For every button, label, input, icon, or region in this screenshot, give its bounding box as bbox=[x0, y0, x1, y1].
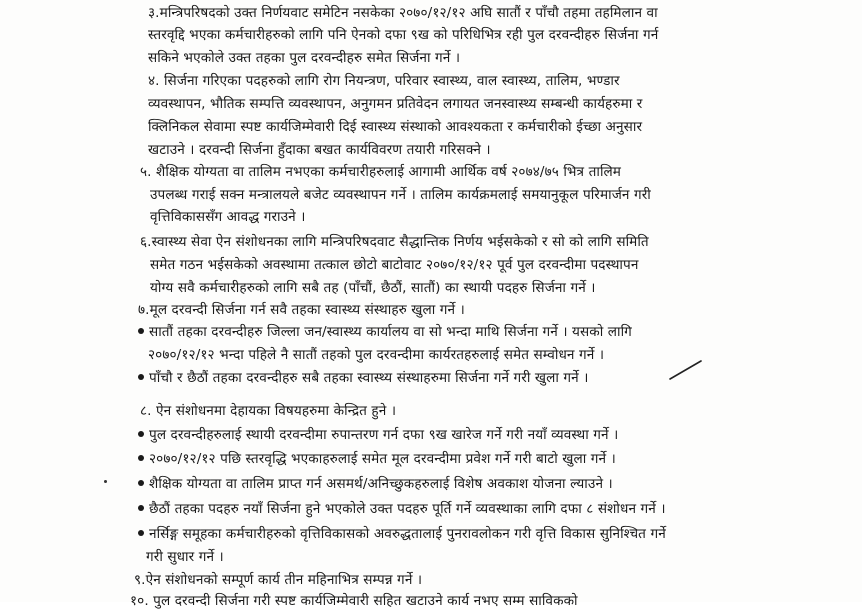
text-line: स्तरवृद्दि भएका कर्मचारीहरुको लागि पनि ऐनको दफा ९ख को परिधिभित्र रही पुल दरवन्दीहरु सिर्जना गर्न bbox=[148, 27, 659, 43]
text-line: ८. ऐन संशोधनमा देहायका विषयहरुमा केन्द्रित हुने । bbox=[140, 403, 397, 419]
bullet-icon bbox=[138, 431, 144, 437]
text-line: खटाउने । दरवन्दी सिर्जना हुँदाका बखत कार्यविवरण तयारी गरिसक्ने । bbox=[148, 142, 491, 158]
bullet-icon bbox=[138, 480, 144, 486]
bullet-text: नर्सिङ्ग समूहका कर्मचारीहरुको वृत्तिविकासको अवरुद्धतालाई पुनरावलोकन गरी वृत्ति विकास सुनिश्चित गर्ने bbox=[149, 526, 666, 542]
bullet-text: पुल दरवन्दीहरुलाई स्थायी दरवन्दीमा रुपान्तरण गर्न दफा ९ख खारेज गर्ने गरी नयाँ व्यवस्था गर्ने । bbox=[149, 427, 619, 443]
text-line: योग्य सवै कर्मचारीहरुको लागि सबै तह (पाँचौं, छैठौं, सातौं) का स्थायी पदहरु सिर्जना गर्ने । bbox=[150, 280, 596, 296]
bullet-icon bbox=[138, 374, 144, 380]
stray-dot-mark bbox=[104, 480, 107, 483]
pen-stroke-mark bbox=[668, 358, 704, 382]
text-line: ३.मन्त्रिपरिषदको उक्त निर्णयवाट समेटिन नसकेका २०७०/१२/१२ अघि सातौं र पाँचौ तहमा तहमिलान वा bbox=[148, 5, 658, 21]
text-line: गरी सुधार गर्ने । bbox=[146, 549, 224, 565]
bullet-line bbox=[138, 323, 632, 341]
bullet-icon bbox=[138, 505, 144, 511]
bullet-line bbox=[138, 450, 616, 468]
text-line: २०७०/१२/१२ भन्दा पहिले नै सातौं तहको पुल दरवन्दीमा कार्यरतहरुलाई समेत सम्वोधन गर्ने । bbox=[148, 347, 605, 363]
text-line: क्लिनिकल सेवामा स्पष्ट कार्यजिम्मेवारी दिई स्वास्थ्य संस्थाको आवश्यकता र कर्मचारीको ईच्छा अनुसार bbox=[148, 119, 643, 135]
bullet-text: सातौं तहका दरवन्दीहरु जिल्ला जन/स्वास्थ्य कार्यालय वा सो भन्दा माथि सिर्जना गर्ने । यसको लागि bbox=[149, 324, 632, 340]
text-line: ५. शैक्षिक योग्यता वा तालिम नभएका कर्मचारीहरुलाई आगामी आर्थिक वर्ष २०७४/७५ भित्र तालिम bbox=[140, 164, 622, 180]
text-line: ४. सिर्जना गरिएका पदहरुको लागि रोग नियन्त्रण, परिवार स्वास्थ्य, वाल स्वास्थ्य, तालिम, भण्डार bbox=[148, 73, 620, 89]
text-line: व्यवस्थापन, भौतिक सम्पत्ति व्यवस्थापन, अनुगमन प्रतिवेदन लगायत जनस्वास्थ्य सम्बन्धी कार्यहरुमा र bbox=[148, 96, 643, 112]
bullet-line bbox=[138, 525, 666, 543]
text-line: समेत गठन भईसकेको अवस्थामा तत्काल छोटो बाटोवाट २०७०/१२/१२ पूर्व पुल दरवन्दीमा पदस्थापन bbox=[150, 257, 639, 273]
bullet-icon bbox=[138, 530, 144, 536]
bullet-icon bbox=[138, 328, 144, 334]
text-line: ९.ऐन संशोधनको सम्पूर्ण कार्य तीन महिनाभित्र सम्पन्न गर्ने । bbox=[134, 572, 423, 588]
bullet-text: २०७०/१२/१२ पछि स्तरवृद्धि भएकाहरुलाई समेत मूल दरवन्दीमा प्रवेश गर्ने गरी बाटो खुला गर्ने । bbox=[149, 451, 616, 467]
bullet-text: छैठौं तहका पदहरु नयाँ सिर्जना हुने भएकोले उक्त पदहरु पूर्ति गर्ने व्यवस्थाका लागि दफा ८ संशोधन गर्ने । bbox=[149, 501, 666, 517]
text-line: ६.स्वास्थ्य सेवा ऐन संशोधनका लागि मन्त्रिपरिषदवाट सैद्धान्तिक निर्णय भईसकेको र सो को लागि समिति bbox=[140, 234, 649, 250]
bullet-line bbox=[138, 500, 666, 518]
bullet-line bbox=[138, 475, 613, 493]
text-line: १०. पुल दरवन्दी सिर्जना गरी स्पष्ट कार्यजिम्मेवारी सहित खटाउने कार्य नभए सम्म साविकको bbox=[130, 593, 578, 609]
bullet-text: पाँचौ र छैठौं तहका दरवन्दीहरु सबै तहका स्वास्थ्य संस्थाहरुमा सिर्जना गर्ने गरी खुला गर्ने । bbox=[149, 370, 589, 386]
bullet-line bbox=[138, 369, 588, 387]
text-line: ७.मूल दरवन्दी सिर्जना गर्न सवै तहका स्वास्थ्य संस्थाहरु खुला गर्ने । bbox=[138, 302, 465, 318]
text-line: वृत्तिविकाससँग आवद्ध गराउने । bbox=[150, 209, 306, 225]
text-line: उपलब्ध गराई सक्न मन्त्रालयले बजेट व्यवस्थापन गर्ने । तालिम कार्यक्रमलाई समयानुकूल परिमार्जन गरी bbox=[150, 187, 651, 203]
bullet-text: शैक्षिक योग्यता वा तालिम प्राप्त गर्न असमर्थ/अनिच्छुकहरुलाई विशेष अवकाश योजना ल्याउने । bbox=[149, 476, 613, 492]
bullet-line bbox=[138, 426, 618, 444]
bullet-icon bbox=[138, 455, 144, 461]
text-line: सकिने भएकोले उक्त तहका पुल दरवन्दीहरु समेत सिर्जना गर्ने । bbox=[148, 50, 461, 66]
